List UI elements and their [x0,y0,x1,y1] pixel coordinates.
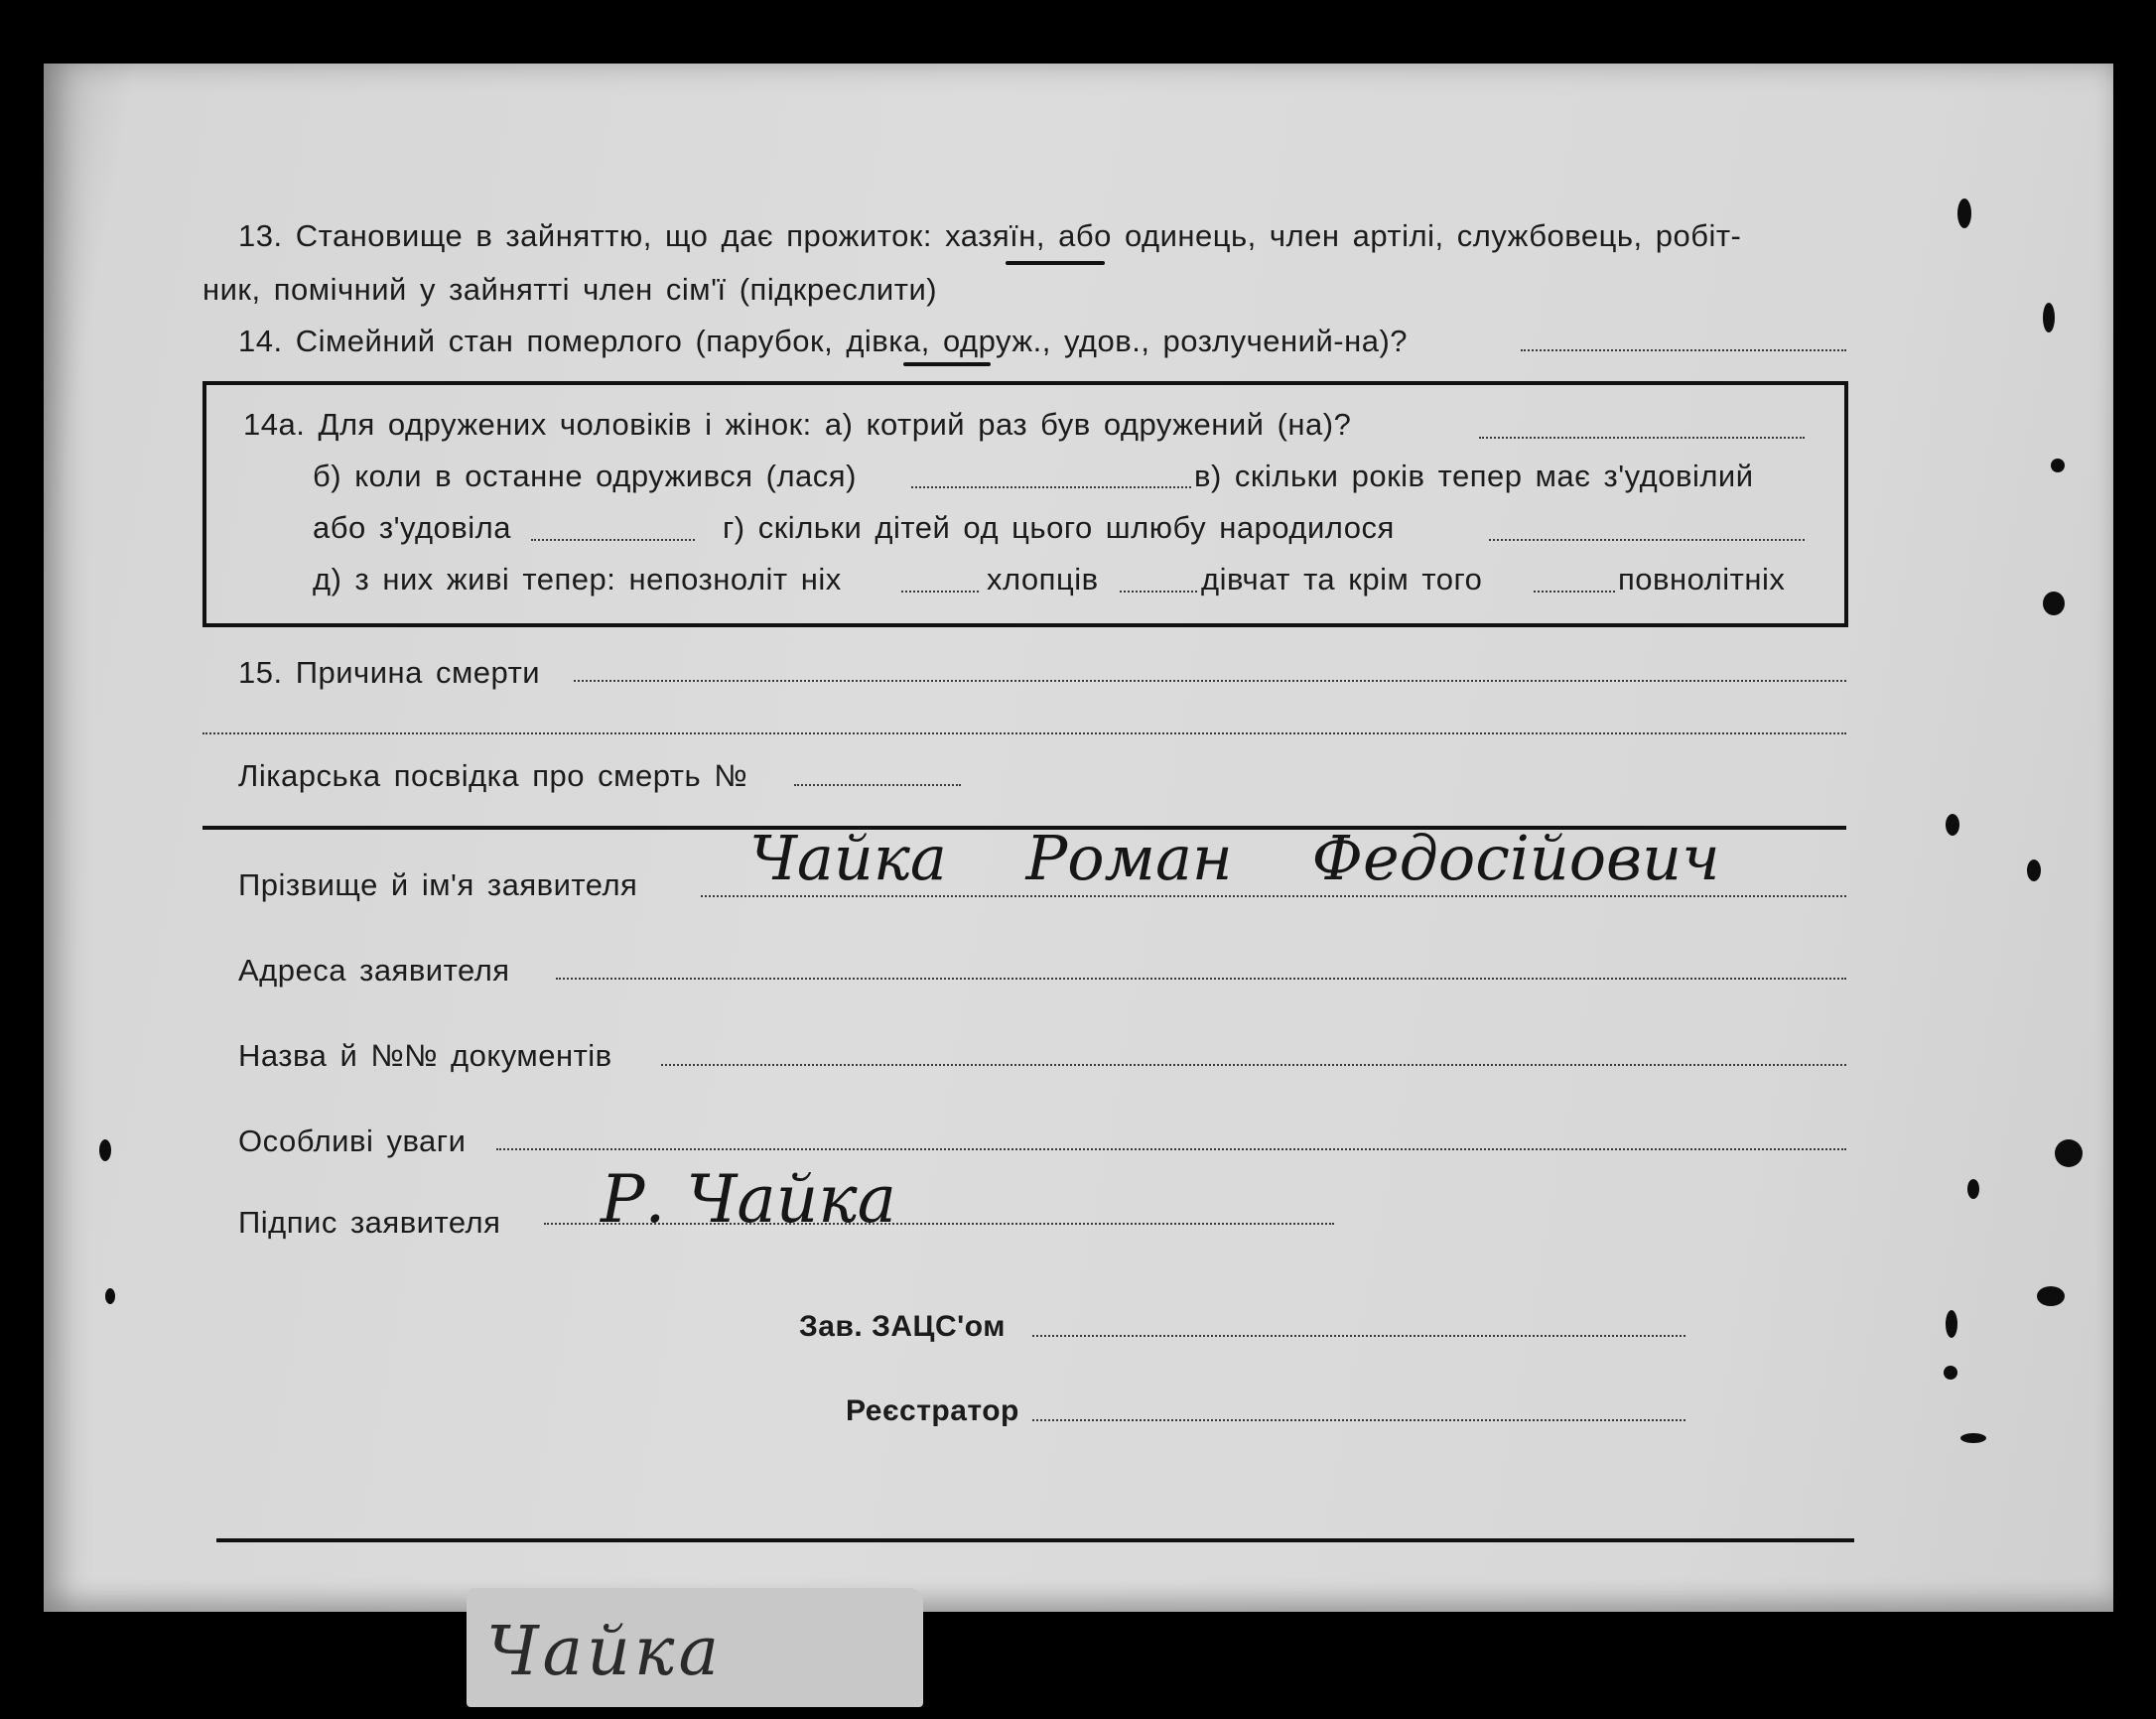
item-14a-line2b: в) скільки років тепер має з'удовілий [1194,459,1754,493]
item-14a-line4d: повнолітніх [1618,562,1786,596]
punch-hole [1967,1179,1979,1199]
applicant-name-handwriting: Чайка Роман Федосійович [749,822,1720,894]
applicant-signature-handwriting: Р. Чайка [601,1161,896,1238]
applicant-name-label: Прізвище й ім'я заявителя [238,867,638,902]
medical-label: Лікарська посвідка про смерть № [238,758,747,793]
item-14a-v-field[interactable] [531,539,695,541]
punch-hole [1946,1310,1957,1338]
item-14a-line4a: д) з них живі тепер: непозноліт ніх [313,562,842,596]
punch-hole [1944,1366,1957,1380]
item-14-field[interactable] [1521,349,1846,351]
applicant-name-field[interactable] [701,895,1846,897]
punch-hole [2043,303,2055,332]
item-14a-g-field[interactable] [1489,539,1805,541]
applicant-address-label: Адреса заявителя [238,953,510,988]
head-zags-field[interactable] [1032,1335,1685,1337]
underline-divka [903,362,991,366]
item-14a-line4b: хлопців [987,562,1099,596]
bottom-rule [216,1538,1854,1542]
item-15-field[interactable] [574,680,1846,682]
documents-field[interactable] [661,1064,1846,1066]
punch-hole [105,1288,115,1304]
item-14a-line1: 14а. Для одружених чоловіків і жінок: а) котрий раз був одружений (на)? [243,407,1352,442]
punch-hole [2043,592,2065,615]
registrar-field[interactable] [1032,1419,1685,1421]
item-14a-girls-minor-field[interactable] [1120,591,1197,593]
underline-khaziain [1006,261,1105,265]
applicant-address-field[interactable] [556,978,1846,980]
item-13-line1: 13. Становище в зайняттю, що дає прожиток: хазяїн, або одинець, член артілі, службовець, робіт- [238,218,1742,253]
notes-field[interactable] [496,1148,1846,1150]
notes-label: Особливі уваги [238,1124,467,1158]
documents-label: Назва й №№ документів [238,1038,612,1073]
punch-hole [1957,198,1971,228]
item-14a-line4c: дівчат та крім того [1201,562,1483,596]
item-14a-a-field[interactable] [1479,437,1805,439]
punch-hole [1960,1433,1986,1443]
item-15-label: 15. Причина смерти [238,655,541,690]
tab-handwriting: Чайка [486,1613,724,1691]
medical-number-field[interactable] [794,784,961,786]
item-14a-line2a: б) коли в останне одружився (лася) [313,459,857,493]
item-14a-boys-minor-field[interactable] [901,591,979,593]
punch-hole [2037,1286,2065,1306]
punch-hole [2027,860,2041,881]
registrar-label: Реєстратор [846,1394,1019,1427]
head-zags-label: Зав. ЗАЦС'ом [799,1310,1006,1343]
item-14a-b-field[interactable] [911,486,1191,488]
item-14-label: 14. Сімейний стан померлого (парубок, дівка, одруж., удов., розлучений-на)? [238,324,1409,358]
item-14a-adults-field[interactable] [1534,591,1615,593]
item-14a-line3a: або з'удовіла [313,510,511,545]
item-14a-line3b: г) скільки дітей од цього шлюбу народилося [723,510,1395,545]
signature-label: Підпис заявителя [238,1205,501,1240]
punch-hole [1946,814,1959,836]
punch-hole [2055,1139,2083,1167]
item-13-line2: ник, помічний у зайнятті член сім'ї (підкреслити) [202,272,938,307]
item-15-field-line2[interactable] [202,732,1846,734]
punch-hole [2051,459,2065,472]
punch-hole [99,1139,111,1161]
